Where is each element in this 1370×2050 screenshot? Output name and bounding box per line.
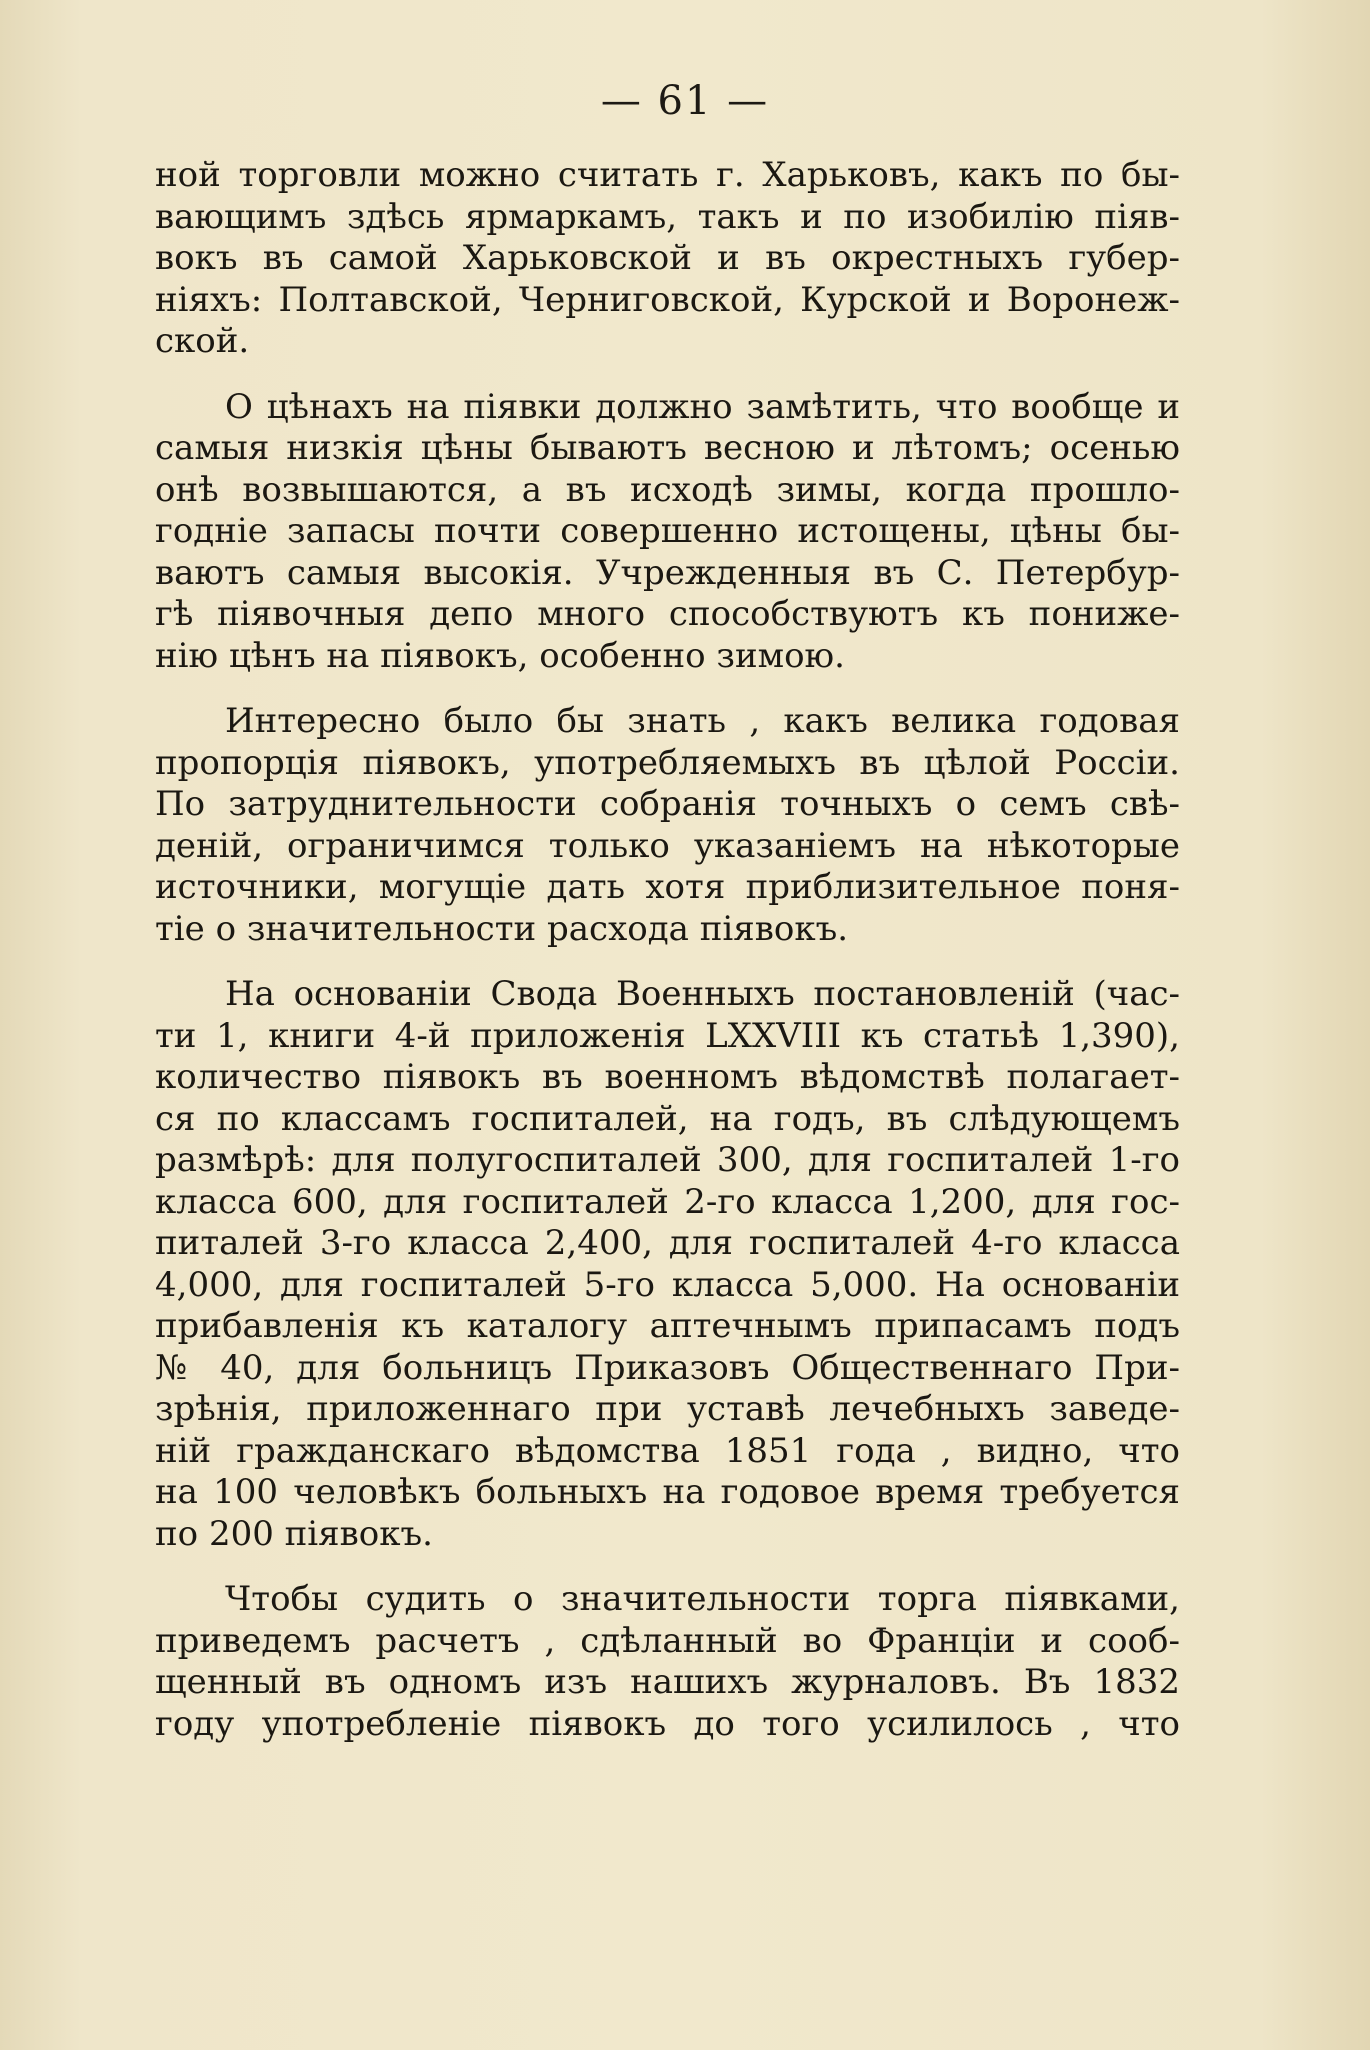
text-line: году употребленіе піявокъ до того усилилось , что bbox=[155, 1703, 1180, 1744]
text-line: размѣрѣ: для полугоспиталей 300, для госпиталей 1-го bbox=[155, 1140, 1180, 1180]
text-line: ской. bbox=[155, 321, 250, 361]
text-line: О цѣнахъ на піявки должно замѣтить, что вообще и bbox=[225, 386, 1180, 427]
text-line: ваютъ самыя высокія. Учрежденныя въ С. Петербур- bbox=[155, 552, 1180, 593]
text-line: вокъ въ самой Харьковской и въ окрестныхъ губер- bbox=[155, 238, 1180, 278]
text-line: пропорція піявокъ, употребляемыхъ въ цѣлой Россіи. bbox=[155, 742, 1180, 783]
text-line: № 40, для больницъ Приказовъ Общественнаго При- bbox=[155, 1347, 1180, 1388]
text-line: Чтобы судить о значительности торга піявками, bbox=[225, 1579, 1180, 1619]
text-line: ній гражданскаго вѣдомства 1851 года , видно, что bbox=[155, 1430, 1180, 1471]
text-line: прибавленія къ каталогу аптечнымъ припасамъ подъ bbox=[155, 1306, 1180, 1346]
text-line: годніе запасы почти совершенно истощены, цѣны бы- bbox=[155, 511, 1180, 551]
text-line: зрѣнія, приложеннаго при уставѣ лечебныхъ заведе- bbox=[155, 1389, 1180, 1429]
text-line: тіе о значительности расхода піявокъ. bbox=[155, 908, 849, 949]
text-line: источники, могущіе дать хотя приблизительное поня- bbox=[155, 867, 1180, 907]
text-line: на 100 человѣкъ больныхъ на годовое время требуется bbox=[155, 1472, 1180, 1512]
text-line: Интересно было бы знать , какъ велика годовая bbox=[225, 701, 1180, 741]
body-text bbox=[155, 155, 1180, 1769]
text-line: питалей 3-го класса 2,400, для госпиталей 4-го класса bbox=[155, 1223, 1180, 1263]
text-line: На основаніи Свода Военныхъ постановленій (час- bbox=[225, 974, 1180, 1014]
text-line: онѣ возвышаются, а въ исходѣ зимы, когда прошло- bbox=[155, 469, 1180, 510]
text-line: по 200 піявокъ. bbox=[155, 1513, 433, 1554]
paragraph-5 bbox=[155, 1579, 1180, 1745]
text-line: гѣ піявочныя депо много способствуютъ къ пониже- bbox=[155, 594, 1180, 634]
paragraph-2 bbox=[155, 387, 1180, 678]
text-line: класса 600, для госпиталей 2-го класса 1,200, для гос- bbox=[155, 1181, 1180, 1222]
text-line: приведемъ расчетъ , сдѣланный во Франціи и сооб- bbox=[155, 1620, 1180, 1661]
text-line: ти 1, книги 4-й приложенія LXXVIII къ статьѣ 1,390), bbox=[155, 1015, 1180, 1056]
page-number: — 61 — bbox=[600, 78, 770, 124]
text-line: ніяхъ: Полтавской, Черниговской, Курской и Воронеж- bbox=[155, 279, 1180, 320]
paragraph-3 bbox=[155, 701, 1180, 950]
text-line: По затруднительности собранія точныхъ о семъ свѣ- bbox=[155, 784, 1180, 824]
text-line: деній, ограничимся только указаніемъ на нѣкоторые bbox=[155, 825, 1180, 866]
paragraph-4 bbox=[155, 974, 1180, 1555]
text-line: количество піявокъ въ военномъ вѣдомствѣ полагает- bbox=[155, 1057, 1180, 1097]
text-line: ной торговли можно считать г. Харьковъ, какъ по бы- bbox=[155, 155, 1180, 195]
text-line: ся по классамъ госпиталей, на годъ, въ слѣдующемъ bbox=[155, 1098, 1180, 1139]
text-line: самыя низкія цѣны бываютъ весною и лѣтомъ; осенью bbox=[155, 428, 1180, 468]
text-line: щенный въ одномъ изъ нашихъ журналовъ. Въ 1832 bbox=[155, 1662, 1180, 1702]
paragraph-1 bbox=[155, 155, 1180, 363]
text-line: вающимъ здѣсь ярмаркамъ, такъ и по изобилію піяв- bbox=[155, 196, 1180, 237]
text-line: 4,000, для госпиталей 5-го класса 5,000. На основаніи bbox=[155, 1264, 1180, 1305]
text-line: нію цѣнъ на піявокъ, особенно зимою. bbox=[155, 635, 845, 676]
